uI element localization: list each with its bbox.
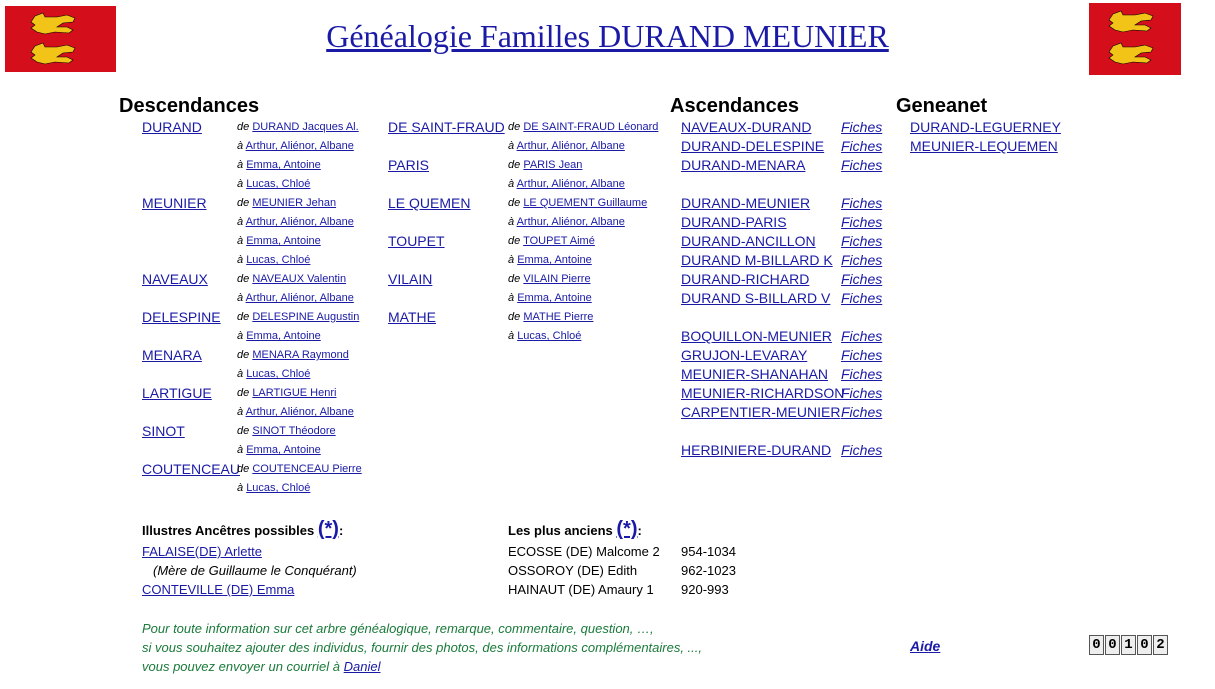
descendant-line bbox=[237, 368, 310, 380]
descendant-prefix: de bbox=[237, 311, 250, 323]
family-link[interactable]: DE SAINT-FRAUD bbox=[388, 119, 505, 135]
descendant-prefix: de bbox=[508, 311, 521, 323]
fiches-link[interactable]: Fiches bbox=[841, 404, 883, 420]
fiches-link[interactable]: Fiches bbox=[841, 233, 883, 249]
descendant-prefix: à bbox=[237, 406, 244, 418]
descendant-line bbox=[237, 330, 321, 342]
descendant-prefix: de bbox=[237, 121, 250, 133]
descendant-line bbox=[237, 387, 336, 399]
descendant-link[interactable]: Lucas, Chloé bbox=[246, 482, 311, 494]
descendant-prefix: de bbox=[237, 273, 250, 285]
descendant-prefix: à bbox=[508, 254, 515, 266]
descendant-line bbox=[237, 292, 354, 304]
descendant-link[interactable]: Arthur, Aliénor, Albane bbox=[245, 406, 354, 418]
descendant-prefix: de bbox=[508, 273, 521, 285]
descendant-prefix: à bbox=[237, 292, 244, 304]
descendant-prefix: de bbox=[508, 159, 521, 171]
counter-digit: 0 bbox=[1105, 635, 1120, 655]
illustre-ancestor-note: (Mère de Guillaume le Conquérant) bbox=[153, 563, 357, 578]
descendant-link[interactable]: MEUNIER Jehan bbox=[252, 197, 337, 209]
descendant-line bbox=[508, 121, 658, 133]
descendant-link[interactable]: PARIS Jean bbox=[523, 159, 583, 171]
descendant-line bbox=[508, 178, 625, 190]
descendant-prefix: à bbox=[237, 140, 244, 152]
descendant-prefix: à bbox=[237, 254, 244, 266]
descendant-line bbox=[237, 159, 321, 171]
footer-line-2: si vous souhaitez ajouter des individus, fournir des photos, des informations complémentaires, ..., bbox=[142, 640, 703, 655]
descendant-link[interactable]: Lucas, Chloé bbox=[246, 178, 311, 190]
descendant-line bbox=[237, 482, 310, 494]
descendant-prefix: à bbox=[237, 444, 244, 456]
fiches-link[interactable]: Fiches bbox=[841, 290, 883, 306]
page-title bbox=[0, 18, 1215, 55]
descendant-line bbox=[237, 197, 336, 209]
descendant-prefix: de bbox=[508, 121, 521, 133]
counter-digit: 1 bbox=[1121, 635, 1136, 655]
descendant-line bbox=[237, 216, 354, 228]
fiches-link[interactable]: Fiches bbox=[841, 328, 883, 344]
family-link[interactable]: MEUNIER bbox=[142, 195, 207, 211]
descendant-link[interactable]: Lucas, Chloé bbox=[246, 368, 311, 380]
descendant-prefix: à bbox=[237, 216, 244, 228]
descendant-prefix: à bbox=[508, 330, 515, 342]
descendant-prefix: de bbox=[237, 349, 250, 361]
ascendance-link[interactable]: DURAND-PARIS bbox=[681, 214, 787, 230]
illustre-ancestor-link[interactable]: CONTEVILLE (DE) Emma bbox=[142, 582, 295, 597]
descendant-link[interactable]: DELESPINE Augustin bbox=[252, 311, 360, 323]
illustres-heading bbox=[142, 518, 343, 541]
heading-geneanet: Geneanet bbox=[896, 95, 988, 117]
descendant-prefix: à bbox=[237, 330, 244, 342]
descendant-prefix: à bbox=[508, 292, 515, 304]
ancien-years: 962-1023 bbox=[681, 563, 736, 578]
ascendance-link[interactable]: DURAND S-BILLARD V bbox=[681, 290, 831, 306]
family-link[interactable]: SINOT bbox=[142, 423, 185, 439]
anciens-heading bbox=[508, 518, 642, 541]
fiches-link[interactable]: Fiches bbox=[841, 252, 883, 268]
fiches-link[interactable]: Fiches bbox=[841, 157, 883, 173]
descendant-prefix: de bbox=[237, 463, 250, 475]
ascendance-link[interactable]: MEUNIER-SHANAHAN bbox=[681, 366, 829, 382]
descendant-prefix: de bbox=[508, 235, 521, 247]
descendant-line bbox=[508, 216, 625, 228]
descendant-line bbox=[237, 444, 321, 456]
descendant-prefix: à bbox=[237, 235, 244, 247]
ascendance-link[interactable]: GRUJON-LEVARAY bbox=[681, 347, 808, 363]
descendant-line bbox=[508, 159, 582, 171]
fiches-link[interactable]: Fiches bbox=[841, 347, 883, 363]
ascendance-link[interactable]: HERBINIERE-DURAND bbox=[681, 442, 832, 458]
family-link[interactable]: LARTIGUE bbox=[142, 385, 212, 401]
descendant-link[interactable]: Arthur, Aliénor, Albane bbox=[516, 216, 625, 228]
descendant-link[interactable]: Arthur, Aliénor, Albane bbox=[245, 216, 354, 228]
descendant-link[interactable]: Emma, Antoine bbox=[246, 235, 321, 247]
descendant-link[interactable]: DURAND Jacques Al. bbox=[252, 121, 359, 133]
descendant-link[interactable]: Emma, Antoine bbox=[246, 330, 321, 342]
family-link[interactable]: COUTENCEAU bbox=[142, 461, 241, 477]
descendant-line bbox=[508, 311, 593, 323]
heading-descendances: Descendances bbox=[119, 95, 260, 117]
descendant-link[interactable]: MATHE Pierre bbox=[523, 311, 594, 323]
descendant-prefix: de bbox=[237, 387, 250, 399]
descendant-link[interactable]: Arthur, Aliénor, Albane bbox=[516, 140, 625, 152]
ascendance-link[interactable]: DURAND-DELESPINE bbox=[681, 138, 825, 154]
geneanet-link[interactable]: DURAND-LEGUERNEY bbox=[910, 119, 1061, 135]
descendant-link[interactable]: MENARA Raymond bbox=[252, 349, 349, 361]
descendant-line bbox=[237, 463, 362, 475]
descendant-link[interactable]: SINOT Théodore bbox=[252, 425, 336, 437]
fiches-link[interactable]: Fiches bbox=[841, 385, 883, 401]
descendant-line bbox=[237, 140, 354, 152]
geneanet-link[interactable]: MEUNIER-LEQUEMEN bbox=[910, 138, 1058, 154]
descendant-line bbox=[508, 140, 625, 152]
visit-counter bbox=[1089, 635, 1168, 655]
fiches-link[interactable]: Fiches bbox=[841, 442, 883, 458]
ascendance-link[interactable]: BOQUILLON-MEUNIER bbox=[681, 328, 832, 344]
descendant-prefix: à bbox=[508, 178, 515, 190]
counter-digit: 0 bbox=[1089, 635, 1104, 655]
contact-footer bbox=[142, 619, 702, 676]
ancien-name: OSSOROY (DE) Edith bbox=[508, 563, 638, 578]
illustres-star-link[interactable]: (*) bbox=[317, 518, 339, 540]
fiches-link[interactable]: Fiches bbox=[841, 271, 883, 287]
aide-link[interactable]: Aide bbox=[910, 638, 941, 654]
ascendance-link[interactable]: MEUNIER-RICHARDSON bbox=[681, 385, 845, 401]
ascendance-link[interactable]: NAVEAUX-DURAND bbox=[681, 119, 812, 135]
ascendance-link[interactable]: DURAND-MENARA bbox=[681, 157, 806, 173]
descendant-line bbox=[237, 121, 359, 133]
descendant-prefix: à bbox=[237, 482, 244, 494]
descendant-line bbox=[508, 197, 647, 209]
heading-ascendances: Ascendances bbox=[670, 95, 799, 117]
fiches-link[interactable]: Fiches bbox=[841, 366, 883, 382]
descendant-prefix: de bbox=[237, 197, 250, 209]
counter-digit: 0 bbox=[1137, 635, 1152, 655]
descendant-link[interactable]: NAVEAUX Valentin bbox=[252, 273, 347, 285]
descendant-line bbox=[237, 349, 349, 361]
descendant-line bbox=[237, 425, 336, 437]
ascendance-link[interactable]: DURAND M-BILLARD K bbox=[681, 252, 833, 268]
anciens-colon: : bbox=[637, 523, 642, 538]
family-link[interactable]: NAVEAUX bbox=[142, 271, 208, 287]
family-link[interactable]: TOUPET bbox=[388, 233, 445, 249]
family-link[interactable]: PARIS bbox=[388, 157, 429, 173]
descendant-line bbox=[508, 235, 595, 247]
title-link[interactable]: Généalogie Familles DURAND MEUNIER bbox=[326, 18, 889, 54]
family-link[interactable]: LE QUEMEN bbox=[388, 195, 471, 211]
footer-line-1: Pour toute information sur cet arbre généalogique, remarque, commentaire, question, …, bbox=[142, 621, 654, 636]
family-link[interactable]: DURAND bbox=[142, 119, 202, 135]
fiches-link[interactable]: Fiches bbox=[841, 119, 883, 135]
descendant-link[interactable]: VILAIN Pierre bbox=[523, 273, 591, 285]
fiches-link[interactable]: Fiches bbox=[841, 195, 883, 211]
descendant-line bbox=[508, 330, 581, 342]
descendant-line bbox=[237, 406, 354, 418]
descendant-link[interactable]: Arthur, Aliénor, Albane bbox=[245, 140, 354, 152]
footer-line-3-text: vous pouvez envoyer un courriel à bbox=[142, 659, 341, 674]
descendant-prefix: à bbox=[237, 178, 244, 190]
descendant-link[interactable]: Emma, Antoine bbox=[246, 159, 321, 171]
contact-daniel-link[interactable]: Daniel bbox=[343, 659, 381, 674]
descendant-link[interactable]: Arthur, Aliénor, Albane bbox=[245, 292, 354, 304]
descendant-line bbox=[508, 292, 592, 304]
descendant-line bbox=[237, 254, 310, 266]
descendant-link[interactable]: DE SAINT-FRAUD Léonard bbox=[523, 121, 659, 133]
fiches-link[interactable]: Fiches bbox=[841, 214, 883, 230]
family-link[interactable]: DELESPINE bbox=[142, 309, 221, 325]
descendant-link[interactable]: Emma, Antoine bbox=[517, 292, 592, 304]
descendant-prefix: à bbox=[508, 140, 515, 152]
ancien-years: 954-1034 bbox=[681, 544, 736, 559]
family-link[interactable]: VILAIN bbox=[388, 271, 433, 287]
ancien-name: ECOSSE (DE) Malcome 2 bbox=[508, 544, 660, 559]
descendant-link[interactable]: COUTENCEAU Pierre bbox=[252, 463, 362, 475]
descendant-prefix: de bbox=[508, 197, 521, 209]
descendant-prefix: à bbox=[237, 368, 244, 380]
anciens-star-link[interactable]: (*) bbox=[616, 518, 638, 540]
descendant-line bbox=[237, 178, 310, 190]
descendant-link[interactable]: LE QUEMENT Guillaume bbox=[523, 197, 648, 209]
descendant-line bbox=[237, 311, 359, 323]
anciens-heading-text: Les plus anciens bbox=[508, 523, 613, 538]
descendant-line bbox=[508, 273, 591, 285]
illustres-colon: : bbox=[338, 523, 344, 538]
family-link[interactable]: MATHE bbox=[388, 309, 436, 325]
footer-line-3 bbox=[142, 657, 702, 676]
ascendance-link[interactable]: DURAND-ANCILLON bbox=[681, 233, 816, 249]
fiches-link[interactable]: Fiches bbox=[841, 138, 883, 154]
ascendance-link[interactable]: DURAND-MEUNIER bbox=[681, 195, 811, 211]
counter-digit: 2 bbox=[1153, 635, 1168, 655]
descendant-prefix: de bbox=[237, 425, 250, 437]
descendant-link[interactable]: TOUPET Aimé bbox=[523, 235, 595, 247]
illustres-heading-text: Illustres Ancêtres possibles bbox=[142, 523, 315, 538]
descendant-link[interactable]: Emma, Antoine bbox=[517, 254, 592, 266]
descendant-link[interactable]: Lucas, Chloé bbox=[517, 330, 582, 342]
ancien-name: HAINAUT (DE) Amaury 1 bbox=[508, 582, 654, 597]
descendant-link[interactable]: Lucas, Chloé bbox=[246, 254, 311, 266]
illustre-ancestor-link[interactable]: FALAISE(DE) Arlette bbox=[142, 544, 262, 559]
family-link[interactable]: MENARA bbox=[142, 347, 202, 363]
descendant-prefix: à bbox=[508, 216, 515, 228]
descendant-prefix: à bbox=[237, 159, 244, 171]
ancien-years: 920-993 bbox=[681, 582, 729, 597]
ascendance-link[interactable]: DURAND-RICHARD bbox=[681, 271, 810, 287]
descendant-link[interactable]: Arthur, Aliénor, Albane bbox=[516, 178, 625, 190]
descendant-line bbox=[237, 235, 321, 247]
descendant-link[interactable]: Emma, Antoine bbox=[246, 444, 321, 456]
descendant-link[interactable]: LARTIGUE Henri bbox=[252, 387, 337, 399]
descendant-line bbox=[237, 273, 346, 285]
descendant-line bbox=[508, 254, 592, 266]
ascendance-link[interactable]: CARPENTIER-MEUNIER bbox=[681, 404, 841, 420]
